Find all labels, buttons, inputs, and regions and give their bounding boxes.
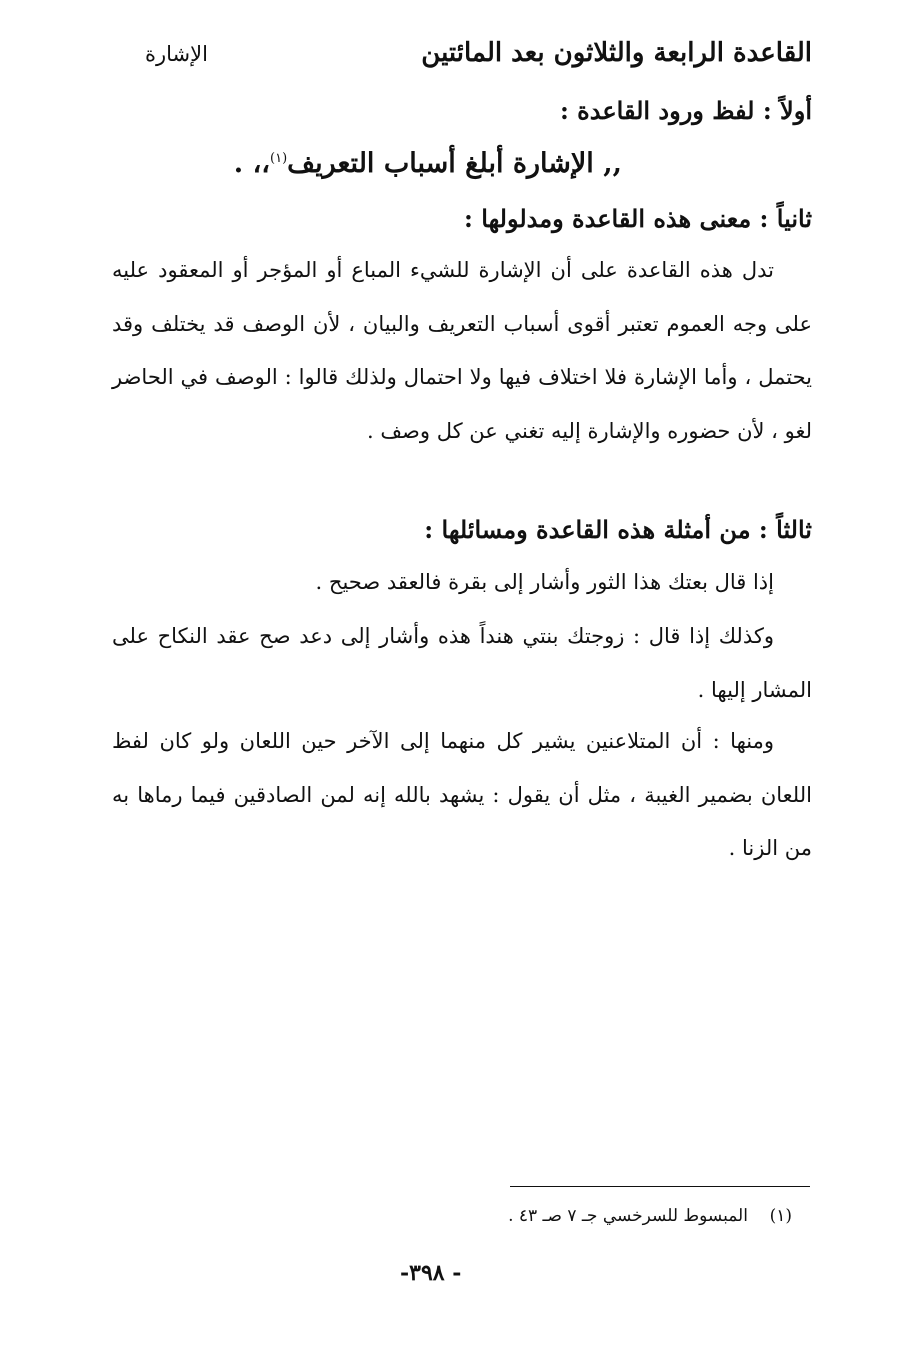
footnote-divider (510, 1186, 810, 1187)
footnote-marker: (١) (769, 1206, 792, 1226)
section-name: الإشارة (145, 42, 208, 66)
rule-title: القاعدة الرابعة والثلاثون بعد المائتين (421, 38, 812, 68)
footnote-reference: (١) (270, 151, 288, 166)
example-paragraph: ومنها : أن المتلاعنين يشير كل منهما إلى الآخر حين اللعان ولو كان لفظ اللعان بضمير الغيبة ، مثل أن يقول : يشهد بالله إنه لمن الصادقين فيما رماها به من الزنا . (112, 729, 812, 860)
heading-rule-examples: ثالثاً : من أمثلة هذه القاعدة ومسائلها : (424, 515, 812, 544)
rule-quote (234, 148, 622, 179)
footnote-text: المبسوط للسرخسي جـ ٧ صـ ٤٣ . (508, 1206, 748, 1226)
running-header (105, 38, 812, 82)
footnote (508, 1206, 792, 1226)
heading-rule-wording: أولاً : لفظ ورود القاعدة : (559, 96, 812, 125)
page-number: - ٣٩٨- (400, 1260, 462, 1286)
meaning-paragraph: تدل هذه القاعدة على أن الإشارة للشيء المباع أو المؤجر أو المعقود عليه على وجه العموم تعتبر أقوى أسباب التعريف والبيان ، لأن الوصف قد يختلف وقد يحتمل ، وأما الإشارة فلا اختلاف فيها ولا احتمال ولذلك قالوا : الوصف في الحاضر لغو ، لأن حضوره والإشارة إليه تغني عن كل وصف . (112, 258, 812, 443)
example-paragraph: إذا قال بعتك هذا الثور وأشار إلى بقرة فالعقد صحيح . (315, 570, 774, 594)
rule-quote-tail: ،، . (233, 148, 271, 179)
rule-quote-text: ,, الإشارة أبلغ أسباب التعريف (287, 148, 622, 179)
heading-rule-meaning: ثانياً : معنى هذه القاعدة ومدلولها : (464, 204, 812, 233)
example-paragraph: وكذلك إذا قال : زوجتك بنتي هنداً هذه وأشار إلى دعد صح عقد النكاح على المشار إليها . (112, 624, 812, 702)
